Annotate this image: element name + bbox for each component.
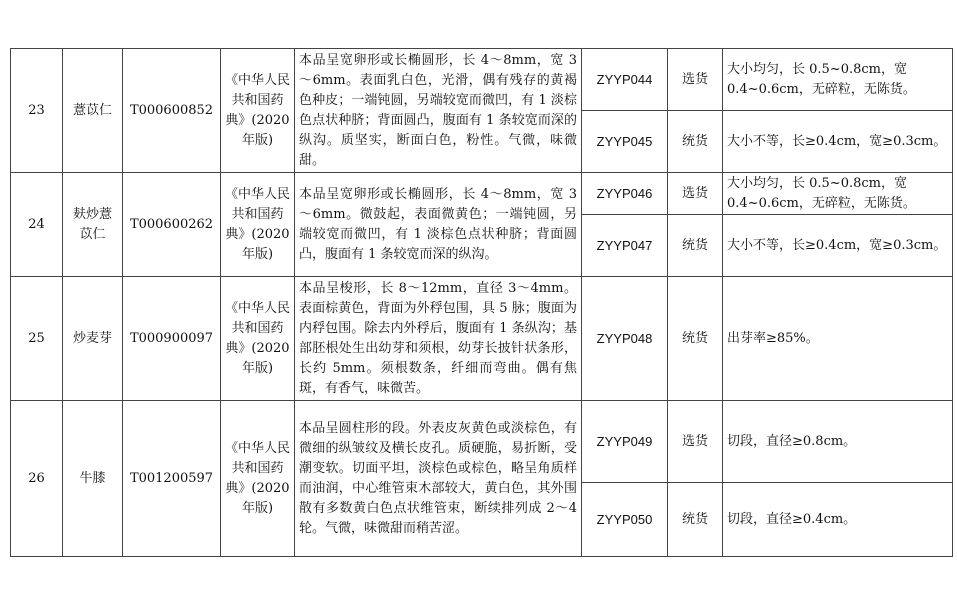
grade-type: 选货: [668, 49, 723, 111]
grade-type: 统货: [668, 277, 723, 401]
herb-description: 本品呈梭形，长 8～12mm，直径 3～4mm。表面棕黄色，背面为外稃包围，具 5 脉；腹面为内稃包围。除去内外稃后，腹面有 1 条纵沟；基部胚根处生出幼芽和须根，幼芽长披针状条形，长约 5mm。须根数条，纤细而弯曲。偶有焦斑，有香气，味微苦。: [295, 277, 582, 401]
grade-requirement: 大小均匀，长 0.5~0.8cm，宽 0.4~0.6cm，无碎粒，无陈货。: [723, 49, 953, 111]
grade-code: ZYYP044: [582, 49, 668, 111]
standard-reference: 《中华人民共和国药典》(2020 年版): [221, 173, 295, 277]
herb-description: 本品呈宽卵形或长椭圆形，长 4～8mm，宽 3～6mm。表面乳白色，光滑，偶有残存的黄褐色种皮；一端钝圆，另端较宽而微凹，有 1 淡棕色点状种脐；背面圆凸，腹面有 1 条较宽而深的纵沟。质坚实，断面白色，粉性。气微，味微甜。: [295, 49, 582, 173]
herb-code: T000600852: [123, 49, 221, 173]
row-number: 24: [11, 173, 63, 277]
grade-code: ZYYP046: [582, 173, 668, 215]
grade-requirement: 大小不等，长≥0.4cm，宽≥0.3cm。: [723, 215, 953, 277]
row-number: 23: [11, 49, 63, 173]
grade-code: ZYYP049: [582, 401, 668, 483]
herb-name: 薏苡仁: [63, 49, 123, 173]
herb-code: T000900097: [123, 277, 221, 401]
grade-code: ZYYP045: [582, 111, 668, 173]
grade-type: 统货: [668, 483, 723, 557]
grade-type: 统货: [668, 111, 723, 173]
standard-reference: 《中华人民共和国药典》(2020 年版): [221, 49, 295, 173]
standard-reference: 《中华人民共和国药典》(2020 年版): [221, 401, 295, 557]
row-number: 25: [11, 277, 63, 401]
herb-spec-table: [10, 48, 953, 557]
herb-code: T001200597: [123, 401, 221, 557]
table-row: [11, 49, 953, 111]
herb-code: T000600262: [123, 173, 221, 277]
grade-code: ZYYP050: [582, 483, 668, 557]
grade-requirement: 大小不等，长≥0.4cm，宽≥0.3cm。: [723, 111, 953, 173]
table-row: [11, 277, 953, 401]
herb-description: 本品呈圆柱形的段。外表皮灰黄色或淡棕色，有微细的纵皱纹及横长皮孔。质硬脆，易折断，受潮变软。切面平坦，淡棕色或棕色，略呈角质样而油润，中心维管束木部较大，黄白色，其外围散有多数黄白色点状维管束，断续排列成 2～4 轮。气微，味微甜而稍苦涩。: [295, 401, 582, 557]
grade-type: 选货: [668, 173, 723, 215]
table-row: [11, 401, 953, 483]
row-number: 26: [11, 401, 63, 557]
herb-name: 牛膝: [63, 401, 123, 557]
table-row: [11, 173, 953, 215]
grade-requirement: 出芽率≥85%。: [723, 277, 953, 401]
herb-name: 麸炒薏苡仁: [63, 173, 123, 277]
grade-code: ZYYP047: [582, 215, 668, 277]
grade-requirement: 切段，直径≥0.4cm。: [723, 483, 953, 557]
grade-type: 统货: [668, 215, 723, 277]
grade-code: ZYYP048: [582, 277, 668, 401]
grade-requirement: 大小均匀，长 0.5~0.8cm，宽 0.4~0.6cm，无碎粒，无陈货。: [723, 173, 953, 215]
grade-type: 选货: [668, 401, 723, 483]
herb-name: 炒麦芽: [63, 277, 123, 401]
herb-description: 本品呈宽卵形或长椭圆形，长 4～8mm，宽 3～6mm。微鼓起，表面微黄色；一端钝圆，另端较宽而微凹，有 1 淡棕色点状种脐；背面圆凸，腹面有 1 条较宽而深的纵沟。: [295, 173, 582, 277]
standard-reference: 《中华人民共和国药典》(2020 年版): [221, 277, 295, 401]
grade-requirement: 切段，直径≥0.8cm。: [723, 401, 953, 483]
